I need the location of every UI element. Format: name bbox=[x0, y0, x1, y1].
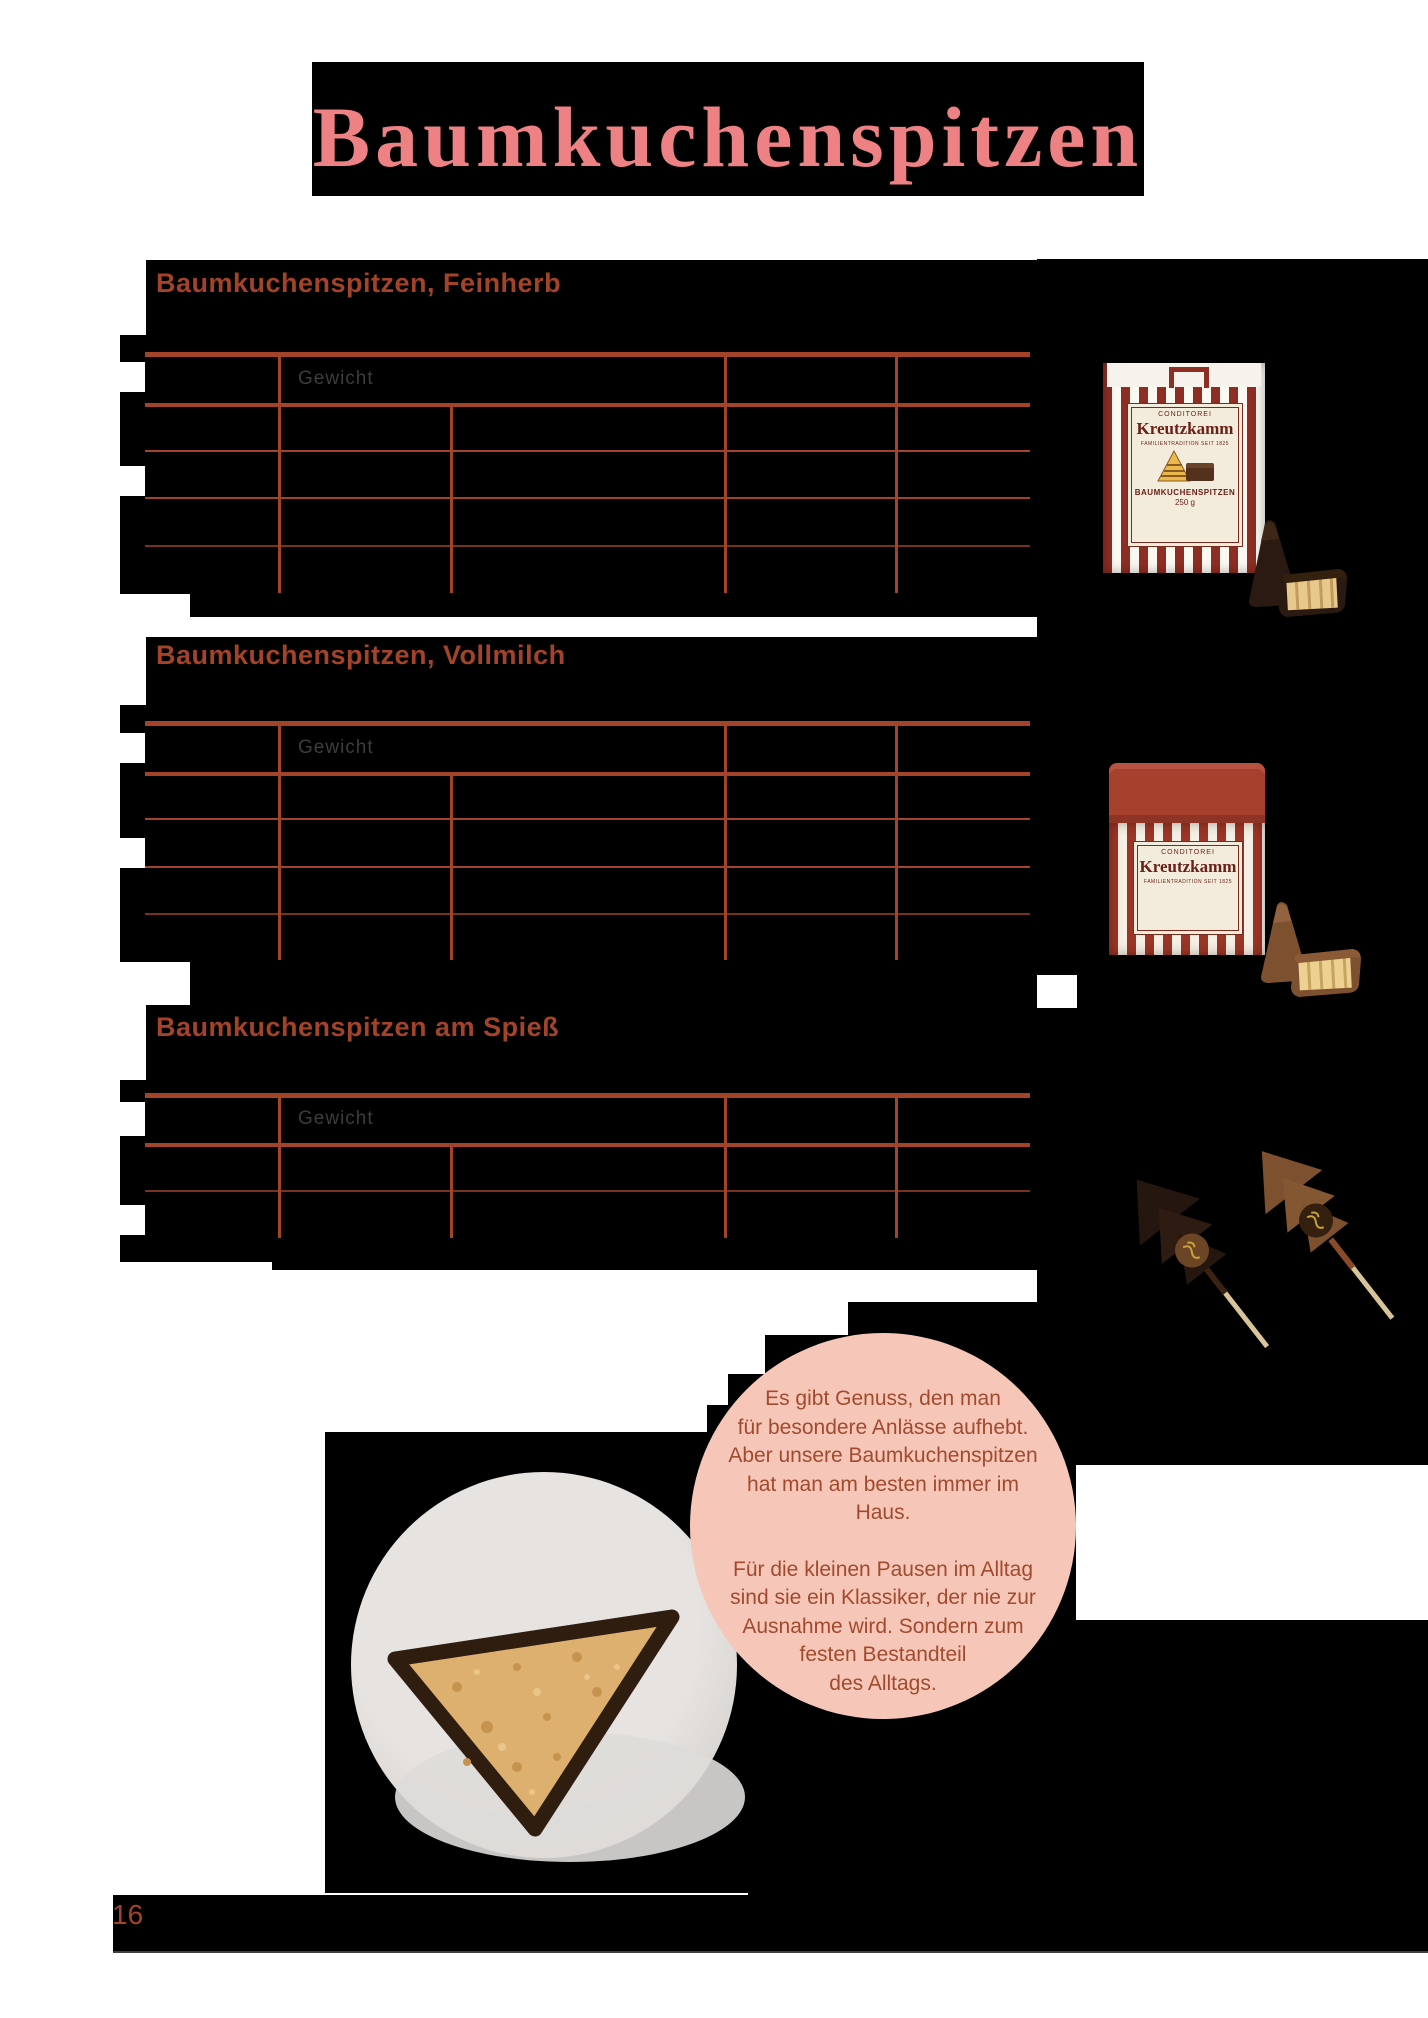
section2-heading: Baumkuchenspitzen, Vollmilch bbox=[156, 640, 566, 670]
circle-line: des Alltags. bbox=[829, 1671, 937, 1695]
tin-label bbox=[1133, 841, 1243, 935]
left-notch bbox=[113, 733, 145, 763]
left-notch bbox=[113, 1102, 145, 1136]
milk-chocolate-pieces bbox=[1237, 891, 1377, 1006]
label-tagline: FAMILIENTRADITION SEIT 1825 bbox=[1140, 441, 1230, 447]
section3-heading: Baumkuchenspitzen am Spieß bbox=[156, 1012, 560, 1042]
left-notch bbox=[120, 594, 190, 617]
box-handle bbox=[1169, 367, 1209, 388]
info-circle bbox=[690, 1333, 1076, 1719]
dark-chocolate-pieces bbox=[1221, 513, 1351, 623]
circle-line: für besondere Anlässe aufhebt. bbox=[737, 1415, 1029, 1439]
page-title: Baumkuchenspitzen bbox=[312, 89, 1144, 185]
cake-slice bbox=[367, 1597, 707, 1847]
table-spiess bbox=[145, 1093, 1030, 1238]
section1-heading: Baumkuchenspitzen, Feinherb bbox=[156, 268, 562, 298]
left-notch bbox=[113, 1205, 145, 1235]
bottom-bar bbox=[113, 1895, 1428, 1953]
label-conditorei: CONDITOREI bbox=[1158, 411, 1212, 418]
circle-line: Es gibt Genuss, den man bbox=[765, 1387, 1001, 1410]
weight-column-header: Gewicht bbox=[298, 737, 374, 758]
tin-lid bbox=[1109, 763, 1265, 823]
table-feinherb bbox=[145, 352, 1030, 593]
label-brand: Kreutzkamm bbox=[1136, 419, 1234, 438]
label-weight: 250 g bbox=[1174, 498, 1196, 507]
circle-line: Für die kleinen Pausen im Alltag bbox=[733, 1557, 1033, 1581]
circle-line: sind sie ein Klassiker, der nie zur bbox=[730, 1586, 1036, 1609]
left-notch bbox=[120, 962, 190, 985]
section3-bottom-strip bbox=[272, 1238, 1037, 1270]
circle-line: festen Bestandteil bbox=[799, 1643, 967, 1666]
page-number: 16 bbox=[112, 1899, 144, 1930]
label-product-line: BAUMKUCHENSPITZEN bbox=[1134, 488, 1236, 497]
left-notch bbox=[113, 466, 145, 496]
label-brand: Kreutzkamm bbox=[1139, 857, 1237, 876]
circle-line: Ausnahme wird. Sondern zum bbox=[742, 1614, 1024, 1638]
product-photo-vollmilch bbox=[1109, 763, 1265, 955]
circle-line: hat man am besten immer im bbox=[747, 1472, 1019, 1496]
left-notch bbox=[113, 838, 145, 868]
weight-column-header: Gewicht bbox=[298, 368, 374, 389]
label-tagline: FAMILIENTRADITION SEIT 1825 bbox=[1143, 879, 1233, 885]
product-photo-feinherb bbox=[1103, 363, 1265, 573]
circle-line: Haus. bbox=[855, 1501, 911, 1524]
table-vollmilch bbox=[145, 721, 1030, 960]
label-illustration bbox=[1152, 449, 1218, 485]
circle-line: Aber unsere Baumkuchenspitzen bbox=[728, 1444, 1038, 1467]
weight-column-header: Gewicht bbox=[298, 1108, 374, 1129]
right-notch bbox=[1037, 975, 1077, 1008]
left-notch bbox=[113, 362, 145, 392]
product-photo-spiess bbox=[1068, 1122, 1428, 1357]
label-conditorei: CONDITOREI bbox=[1161, 849, 1215, 856]
